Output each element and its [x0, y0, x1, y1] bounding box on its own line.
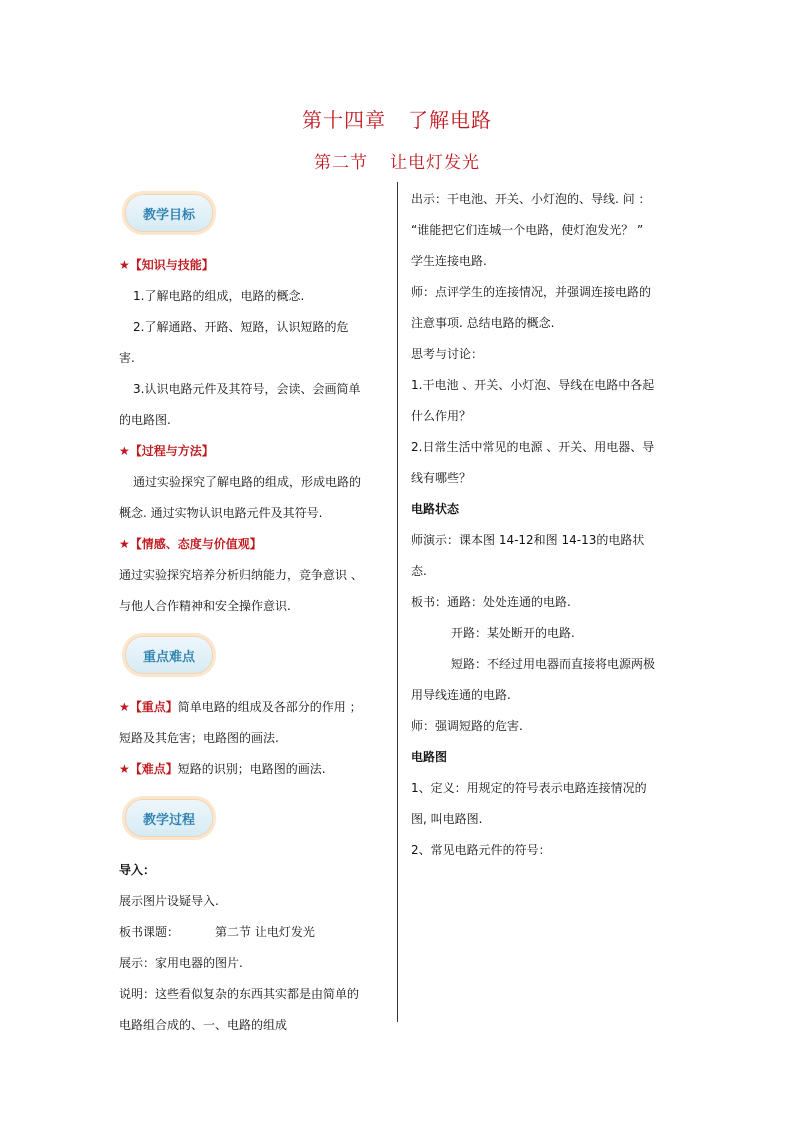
right-line-2: “谁能把它们连城一个电路，使灯泡发光？ ”	[411, 223, 644, 237]
section-title	[0, 148, 794, 173]
knowledge-item-2: 2.了解通路、开路、短路，认识短路的危	[133, 320, 349, 334]
right-line-19: 图, 叫电路图.	[411, 812, 483, 826]
section-number: 第二节	[314, 153, 368, 173]
emotion-text: 通过实验探究培养分析归纳能力，竞争意识 、	[119, 568, 363, 582]
right-line-6: 思考与讨论：	[411, 347, 484, 361]
key-text: 简单电路的组成及各部分的作用 ；	[177, 700, 362, 714]
right-line-15: 短路：不经过用电器而直接将电源两极	[451, 657, 656, 671]
badge-teaching-goals: 教学目标	[125, 194, 213, 232]
circuit-diagram-heading: 电路图	[411, 750, 448, 764]
right-line-20: 2、常见电路元件的符号：	[411, 843, 551, 857]
key-label: 【重点】	[129, 700, 178, 714]
right-line-18: 1、定义：用规定的符号表示电路连接情况的	[411, 781, 647, 795]
right-line-17: 师：强调短路的危害.	[411, 719, 523, 733]
intro-line-4: 说明：这些看似复杂的东西其实都是由简单的	[119, 987, 360, 1001]
right-line-8: 什么作用？	[411, 409, 472, 423]
knowledge-item-3: 3.认识电路元件及其符号，会读、会画简单	[133, 382, 361, 396]
emotion-text-cont: 与他人合作精神和安全操作意识.	[119, 599, 291, 613]
intro-line-4-cont: 电路组合成的、一、电路的组成	[119, 1018, 288, 1032]
left-column	[119, 190, 389, 1041]
right-line-16: 用导线连通的电路.	[411, 688, 511, 702]
section-name: 让电灯发光	[390, 153, 480, 173]
badge-teaching-process: 教学过程	[125, 799, 213, 837]
right-column	[411, 184, 676, 866]
knowledge-heading: ★【知识与技能】	[119, 258, 214, 272]
chapter-number: 第十四章	[302, 108, 386, 132]
process-heading: ★【过程与方法】	[119, 444, 214, 458]
key-point	[119, 692, 389, 723]
right-line-12: 态.	[411, 564, 427, 578]
intro-line-2	[119, 917, 389, 948]
process-text: 通过实验探究了解电路的组成，形成电路的	[133, 475, 362, 489]
key-star: ★	[119, 700, 130, 714]
right-line-10: 线有哪些？	[411, 471, 472, 485]
knowledge-item-3-cont: 的电路图.	[119, 413, 171, 427]
difficult-point	[119, 754, 389, 785]
board-title-label: 板书课题：	[119, 925, 180, 939]
right-line-13: 板书：通路：处处连通的电路.	[411, 595, 571, 609]
intro-heading: 导入：	[119, 863, 156, 877]
column-divider	[397, 182, 398, 1022]
chapter-name: 了解电路	[408, 108, 492, 132]
key-point-cont: 短路及其危害；电路图的画法.	[119, 731, 279, 745]
right-line-4: 师：点评学生的连接情况，并强调连接电路的	[411, 285, 652, 299]
process-text-cont: 概念. 通过实物认识电路元件及其符号.	[119, 506, 323, 520]
difficult-text: 短路的识别；电路图的画法.	[177, 762, 326, 776]
chapter-title	[0, 104, 794, 133]
emotion-heading: ★【情感、态度与价值观】	[119, 537, 262, 551]
badge-key-difficult: 重点难点	[125, 636, 213, 674]
right-line-14: 开路：某处断开的电路.	[451, 626, 575, 640]
difficult-label: 【难点】	[129, 762, 178, 776]
right-line-11: 师演示：课本图 14-12和图 14-13的电路状	[411, 533, 645, 547]
difficult-star: ★	[119, 762, 130, 776]
right-line-3: 学生连接电路.	[411, 254, 487, 268]
intro-line-1: 展示图片设疑导入.	[119, 894, 219, 908]
circuit-state-heading: 电路状态	[411, 502, 460, 516]
knowledge-item-2-cont: 害.	[119, 351, 135, 365]
knowledge-item-1: 1.了解电路的组成，电路的概念.	[133, 289, 305, 303]
right-line-9: 2.日常生活中常见的电源 、开关、用电器、导	[411, 440, 655, 454]
right-line-1: 出示：干电池、开关、小灯泡的、导线. 问 ：	[411, 192, 651, 206]
right-line-7: 1.干电池 、开关、小灯泡、导线在电路中各起	[411, 378, 655, 392]
right-line-5: 注意事项. 总结电路的概念.	[411, 316, 555, 330]
board-title-value: 第二节 让电灯发光	[215, 925, 315, 939]
intro-line-3: 展示：家用电器的图片.	[119, 956, 243, 970]
